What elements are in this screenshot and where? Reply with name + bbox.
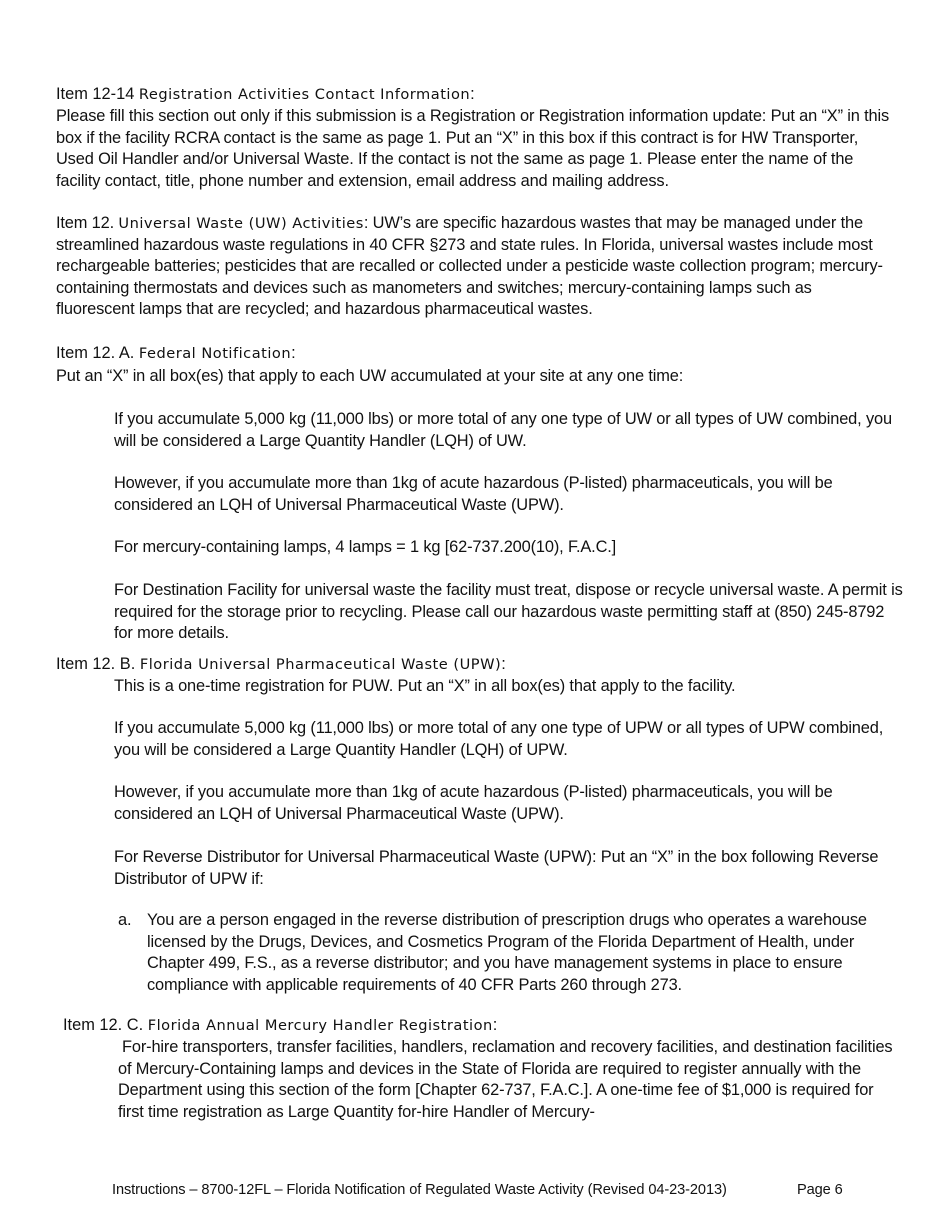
item-12a-paragraph-3: For mercury-containing lamps, 4 lamps = 1 kg [62-737.200(10), F.A.C.] [114,538,617,556]
item-12-body: UW’s are specific hazardous wastes that may be managed under the streamlined hazardous waste regulations in 40 CFR §273 and state rules. In Florida, universal wastes include most rechargeable batteries; pesticides that are recalled or collected under a pesticide waste collection program; mercury-containing thermostats and devices such as manometers and switches; mercury-containing lamps such as fluorescent lamps that are recycled; and hazardous pharmaceutical wastes. [56,214,883,319]
item-12-paragraph: Item 12. Universal Waste (UW) Activities: UW’s are specific hazardous wastes that may be managed under the streamlined hazardous waste regulations in 40 CFR §273 and state rules. In Florida, universal wastes include most rechargeable batteries; pesticides that are recalled or collected under a pesticide waste collection program; mercury-containing thermostats and devices such as manometers and switches; mercury-containing lamps such as fluorescent lamps that are recycled; and hazardous pharmaceutical wastes. [56,214,883,319]
list-marker: a. [118,911,132,929]
item-number: Item 12. A. [56,344,139,362]
item-12b-paragraph-1: If you accumulate 5,000 kg (11,000 lbs) or more total of any one type of UPW or all types of UPW combined, you will be considered a Large Quantity Handler (LQH) of UPW. [114,719,884,759]
item-12a-paragraph-1: If you accumulate 5,000 kg (11,000 lbs) or more total of any one type of UW or all types of UW combined, you will be considered a Large Quantity Handler (LQH) of UW. [114,410,892,450]
item-12a-heading: Item 12. A. Federal Notification: [56,344,296,362]
item-12-14-body: Please fill this section out only if this submission is a Registration or Registration information update: Put an “X” in this box if the facility RCRA contact is the same as page 1. Put an “X” in this box if this contract is for HW Transporter, Used Oil Handler and/or Universal Waste. If the contact is not the same as page 1. Please enter the name of the facility contact, title, phone number and extension, email address and mailing address. [56,107,890,190]
item-12a-paragraph-2: However, if you accumulate more than 1kg of acute hazardous (P-listed) pharmaceuticals, you will be considered an LQH of Universal Pharmaceutical Waste (UPW). [114,474,833,514]
page-number: Page 6 [797,1182,843,1198]
section-title: Florida Annual Mercury Handler Registration [147,1017,493,1034]
section-title: Universal Waste (UW) Activities [118,215,364,232]
list-item-text: You are a person engaged in the reverse distribution of prescription drugs who operates a warehouse licensed by the Drugs, Devices, and Cosmetics Program of the Florida Department of Health, under Chapter 499, F.S., as a reverse distributor; and you have management systems in place to ensure compliance with applicable requirements of 40 CFR Parts 260 through 273. [147,911,867,994]
item-12b-paragraph-2: However, if you accumulate more than 1kg of acute hazardous (P-listed) pharmaceuticals, you will be considered an LQH of Universal Pharmaceutical Waste (UPW). [114,783,833,823]
item-12-14-heading: Item 12-14 Registration Activities Contact Information: [56,85,475,103]
footer-text: Instructions – 8700-12FL – Florida Notification of Regulated Waste Activity (Revised 04-23-2013) [112,1182,727,1198]
item-12a-intro: Put an “X” in all box(es) that apply to each UW accumulated at your site at any one time: [56,367,684,385]
item-number: Item 12. [56,214,119,232]
item-number: Item 12. B. [56,655,140,673]
item-12a-paragraph-4: For Destination Facility for universal waste the facility must treat, dispose or recycle universal waste. A permit is required for the storage prior to recycling. Please call our hazardous waste permitting staff at (850) 245-8792 for more details. [114,581,903,643]
item-12b-paragraph-3: For Reverse Distributor for Universal Pharmaceutical Waste (UPW): Put an “X” in the box following Reverse Distributor of UPW if: [114,848,879,888]
item-number: Item 12. C. [63,1016,148,1034]
section-title: Federal Notification [138,345,292,362]
item-12b-heading: Item 12. B. Florida Universal Pharmaceutical Waste (UPW): [56,655,506,673]
item-12b-intro: This is a one-time registration for PUW. Put an “X” in all box(es) that apply to the facility. [114,677,736,695]
section-title: Florida Universal Pharmaceutical Waste (UPW) [139,656,502,673]
section-title: Registration Activities Contact Information [138,86,471,103]
item-12c-body: For-hire transporters, transfer facilities, handlers, reclamation and recovery facilities, and destination facilities of Mercury-Containing lamps and devices in the State of Florida are required to register annually with the Department using this section of the form [Chapter 62-737, F.A.C.]. A one-time fee of $1,000 is required for first time registration as Large Quantity for-hire Handler of Mercury- [118,1038,893,1121]
item-number: Item 12-14 [56,85,139,103]
item-12c-heading: Item 12. C. Florida Annual Mercury Handler Registration: [63,1016,498,1034]
